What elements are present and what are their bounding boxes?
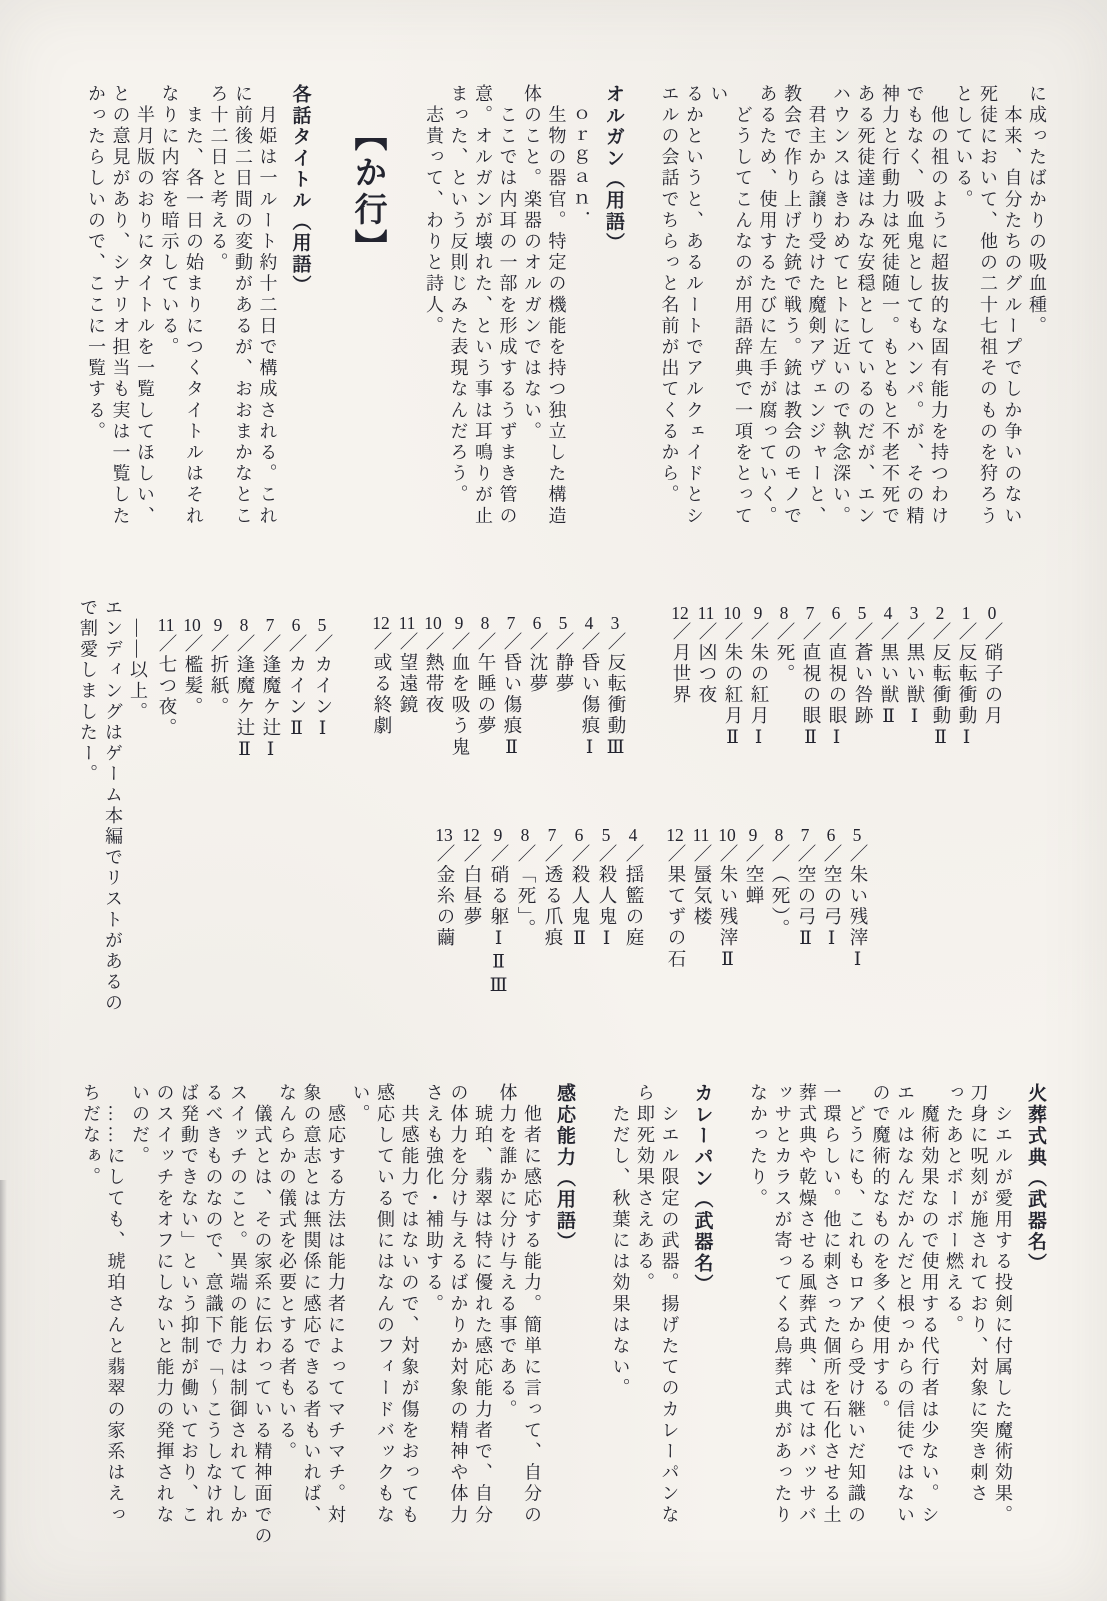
text-column: 志貴って、わりと詩人。 <box>424 84 444 338</box>
episode-day-number: 9 <box>213 616 223 634</box>
episode-item <box>771 604 797 854</box>
episode-item <box>693 604 719 854</box>
episode-day-number: 13 <box>435 826 453 844</box>
episode-day-number: 4 <box>584 614 594 632</box>
episode-day-number: 5 <box>601 826 611 844</box>
episode-item <box>565 826 592 1076</box>
episode-day-number: 6 <box>831 604 841 622</box>
text-column: 月姫は一ルート約十二日で構成される。これ <box>257 84 278 528</box>
episode-title: ／反転衝動Ⅱ <box>930 621 950 751</box>
entry-episode-titles <box>84 84 314 546</box>
episode-day-number: 10 <box>723 604 741 622</box>
entry-heading: 感応能力（用語） <box>554 1083 575 1253</box>
episode-day-number: 10 <box>424 614 442 632</box>
text-column: なりに内容を暗示している。 <box>159 84 180 359</box>
text-column: 半月版のおりにタイトルを一覧してほしい、 <box>135 84 155 528</box>
text-column: 感応する方法は能力者によってマチマチ。対 <box>326 1083 346 1527</box>
episode-title: ／死。 <box>774 621 794 685</box>
episode-item <box>457 826 484 1076</box>
text-column: 葬式典や乾燥させる風葬式典、はてはバッサバ <box>797 1083 817 1527</box>
episode-item <box>179 616 205 866</box>
episode-title: ／「死」。 <box>515 843 535 940</box>
episode-title: ／折紙。 <box>208 633 228 718</box>
episode-day-number: 4 <box>628 826 638 844</box>
ka-row-divider <box>344 84 392 546</box>
episode-item <box>484 826 511 1076</box>
episode-list-3 <box>153 616 335 866</box>
episode-list-4 <box>662 826 870 1076</box>
episode-item <box>511 826 538 1076</box>
episode-title: ／午睡の夢 <box>475 631 495 737</box>
episode-title: ／反転衝動Ⅲ <box>605 631 625 761</box>
entry-heading: オルガン（用語） <box>603 84 624 254</box>
episode-item <box>257 616 283 866</box>
episode-day-number: 5 <box>558 614 568 632</box>
entry-heading: 火葬式典（武器名） <box>1025 1083 1046 1274</box>
episode-title: ／昏い傷痕Ⅱ <box>501 631 521 761</box>
text-column: ろ十二日と考える。 <box>208 84 229 274</box>
episode-day-number: 9 <box>748 826 758 844</box>
text-column: との意見があり、シナリオ担当も実は一覧した <box>110 84 131 528</box>
text-column: い。 <box>350 1083 371 1126</box>
episode-day-number: 8 <box>774 826 784 844</box>
text-column: スイッチのこと。異端の能力は制御されてしか <box>228 1083 248 1527</box>
text-column: ――以上。 <box>128 598 148 723</box>
episode-list-1 <box>667 604 1005 854</box>
episode-day-number: 12 <box>372 614 390 632</box>
entry-heading: カレーパン（武器名） <box>691 1083 713 1295</box>
text-column: 象の意志とは無関係に感応できる者もいれば、 <box>301 1083 322 1527</box>
text-column: 他の祖のように超抜的な固有能力を持つわけ <box>929 84 949 528</box>
episode-item <box>953 604 979 854</box>
text-column: のスイッチをオフにしないと能力の発揮されな <box>154 1083 175 1527</box>
episode-day-number: 8 <box>520 826 530 844</box>
episode-title: ／逢魔ケ辻Ⅱ <box>234 633 254 763</box>
text-column: 刀身に呪刻が施されており、対象に突き刺さ <box>968 1083 989 1505</box>
episode-title: ／昏い傷痕Ⅰ <box>579 631 599 761</box>
episode-title: ／空蝉 <box>743 843 763 907</box>
episode-day-number: 9 <box>493 826 503 844</box>
text-column: ある死徒達はみな安穏としているのだが、エン <box>855 84 876 528</box>
episode-item <box>875 604 901 854</box>
text-column: また、各一日の始まりにつくタイトルはそれ <box>184 84 204 528</box>
entry-curry-bread <box>608 1083 716 1561</box>
text-column: 体のこと。楽器のオルガンではない。 <box>522 84 542 443</box>
episode-title: ／金糸の繭 <box>434 843 454 949</box>
episode-item <box>538 826 565 1076</box>
episode-day-number: 0 <box>987 604 997 622</box>
episode-item <box>818 826 844 1076</box>
episode-item <box>823 604 849 854</box>
episode-item <box>619 826 646 1076</box>
episode-day-number: 10 <box>183 616 201 634</box>
episode-item <box>849 604 875 854</box>
episode-title: ／朱い残滓Ⅰ <box>847 843 867 973</box>
text-column: 教会で作り上げた銃で戦う。銃は教会のモノで <box>782 84 802 528</box>
episode-day-number: 8 <box>239 616 249 634</box>
episode-title: ／空の弓Ⅱ <box>795 843 815 952</box>
text-column: ただし、秋葉には効果はない。 <box>610 1083 631 1400</box>
episode-day-number: 5 <box>317 616 327 634</box>
entry-continuation-enhance <box>657 84 1049 546</box>
episode-day-number: 7 <box>265 616 275 634</box>
text-column: るかというと、あるルートでアルクェイドとシ <box>684 84 704 528</box>
text-column: ……にしても、琥珀さんと翡翠の家系はえっ <box>105 1083 126 1527</box>
text-column: 君主から譲り受けた魔剣アヴェンジャーと、 <box>806 84 827 528</box>
text-column: なんらかの儀式を必要とする者もいる。 <box>277 1083 297 1463</box>
text-column: 生物の器官。特定の機能を持つ独立した構造 <box>546 84 567 528</box>
episode-item <box>901 604 927 854</box>
text-column: としている。 <box>953 84 974 211</box>
text-column: かったらしいので、ここに一覧する。 <box>86 84 106 443</box>
episode-title: ／カインⅡ <box>286 633 306 742</box>
episode-title: ／直視の眼Ⅰ <box>826 621 846 751</box>
episode-item <box>745 604 771 854</box>
text-column: なかったり。 <box>748 1083 768 1210</box>
episode-title: ／朱の紅月Ⅱ <box>722 621 742 751</box>
episode-item <box>662 826 688 1076</box>
text-column: の体力を分け与えるばかりか対象の精神や体力 <box>448 1083 469 1527</box>
episode-day-number: 7 <box>506 614 516 632</box>
episode-day-number: 12 <box>462 826 480 844</box>
episode-title: ／熱帯夜 <box>423 631 443 716</box>
episode-day-number: 11 <box>697 604 715 622</box>
text-column: ｏｒｇａｎ． <box>571 84 591 232</box>
text-column: でもなく、吸血鬼としてもハンパ。が、その精 <box>904 84 925 528</box>
episode-day-number: 1 <box>961 604 971 622</box>
episode-title: ／反転衝動Ⅰ <box>956 621 976 751</box>
episode-item <box>283 616 309 866</box>
text-column: に成ったばかりの吸血種。 <box>1027 84 1047 338</box>
text-column: エルの会話でちらっと名前が出てくるから。 <box>659 84 680 506</box>
text-column: 体力を誰かに分け与える事である。 <box>497 1083 518 1421</box>
text-column: で割愛しましたー。 <box>78 598 98 786</box>
text-column: 感応している側にはなんのフィードバックもな <box>375 1083 395 1527</box>
episode-title: ／蜃気楼 <box>691 843 711 928</box>
episode-day-number: 4 <box>883 604 893 622</box>
episode-item <box>153 616 179 866</box>
episode-title: ／朱い残滓Ⅱ <box>717 843 737 973</box>
text-column: 本来、自分たちのグループでしか争いのない <box>1002 84 1023 528</box>
top-text-block <box>84 84 1050 546</box>
episode-day-number: 6 <box>826 826 836 844</box>
episode-item <box>592 826 619 1076</box>
episode-item <box>309 616 335 866</box>
text-column: エルはなんだかんだと根っからの信徒ではない <box>895 1083 915 1527</box>
episode-day-number: 6 <box>532 614 542 632</box>
text-column: 神力と行動力は死徒随一。もともと不老不死で <box>880 84 900 528</box>
episode-day-number: 5 <box>852 826 862 844</box>
episode-title: ／檻髪。 <box>182 633 202 718</box>
episode-item <box>979 604 1005 854</box>
episode-list-5 <box>430 826 646 1076</box>
episode-day-number: 11 <box>398 614 416 632</box>
text-column: に前後二日間の変動があるが、おおまかなとこ <box>233 84 253 528</box>
text-column: ここでは内耳の一部を形成するうずまき管の <box>497 84 518 528</box>
episode-title: ／殺人鬼Ⅰ <box>596 843 616 952</box>
list-closing-note <box>75 598 150 1038</box>
episode-day-number: 12 <box>666 826 684 844</box>
episode-title: ／逢魔ケ辻Ⅰ <box>260 633 280 763</box>
episode-day-number: 10 <box>718 826 736 844</box>
text-column: さえも強化・補助する。 <box>424 1083 444 1316</box>
entry-organ <box>422 84 628 546</box>
episode-title: ／沈夢 <box>527 631 547 695</box>
episode-item <box>844 826 870 1076</box>
text-column: 一環らしい。他に刺さった個所を石化させる土 <box>821 1083 842 1527</box>
episode-item <box>792 826 818 1076</box>
episode-day-number: 8 <box>779 604 789 622</box>
episode-day-number: 12 <box>671 604 689 622</box>
text-column: ったあとボーボー燃える。 <box>944 1083 964 1337</box>
episode-day-number: 5 <box>857 604 867 622</box>
episode-day-number: 3 <box>909 604 919 622</box>
episode-title: ／果てずの石 <box>665 843 685 971</box>
entry-heading: 各話タイトル（用語） <box>289 84 311 296</box>
episode-title: ／血を吸う鬼 <box>449 631 469 759</box>
episode-day-number: 11 <box>157 616 175 634</box>
episode-item <box>719 604 745 854</box>
text-column: ハウンスはきわめてヒトに近いので執念深い。 <box>831 84 851 528</box>
text-column: ッサとカラスが寄ってくる鳥葬式典があったり <box>772 1083 793 1527</box>
bottom-text-block <box>79 1083 1050 1561</box>
episode-title: ／黒い獣Ⅰ <box>904 621 924 730</box>
episode-title: ／透る爪痕 <box>542 843 562 949</box>
episode-day-number: 9 <box>753 604 763 622</box>
episode-item <box>797 604 823 854</box>
text-column: ら即死効果さえある。 <box>635 1083 655 1294</box>
text-column: まった、という反則じみた表現なんだろう。 <box>448 84 469 506</box>
text-column: 死徒において、他の二十七祖そのものを狩ろう <box>978 84 998 528</box>
episode-item <box>430 826 457 1076</box>
entry-empathy-ability <box>79 1083 579 1561</box>
text-column: 儀式とは、その家系に伝わっている精神面での <box>252 1083 273 1548</box>
episode-title: ／或る終劇 <box>371 631 391 737</box>
episode-item <box>927 604 953 854</box>
episode-title: ／七つ夜。 <box>156 633 176 739</box>
text-column: 意。オルガンが壊れた、という事は耳鳴りが止 <box>473 84 493 528</box>
text-column: シエルが愛用する投剣に付属した魔術効果。 <box>993 1083 1013 1527</box>
text-column: あるため、使用するたびに左手が腐っていく。 <box>757 84 778 528</box>
episode-day-number: 7 <box>800 826 810 844</box>
episode-title: ／殺人鬼Ⅱ <box>569 843 589 952</box>
episode-title: ／直視の眼Ⅱ <box>800 621 820 751</box>
episode-title: ／月世界 <box>670 621 690 706</box>
text-column: ば発動できない」という抑制が働いており、こ <box>179 1083 199 1527</box>
episode-item <box>714 826 740 1076</box>
episode-day-number: 2 <box>935 604 945 622</box>
episode-item <box>368 614 394 864</box>
episode-item <box>766 826 792 1076</box>
episode-day-number: 8 <box>480 614 490 632</box>
text-column: いのだ。 <box>130 1083 150 1168</box>
episode-item <box>688 826 714 1076</box>
text-column: シエル限定の武器。揚げたてのカレーパンな <box>659 1083 680 1527</box>
kana-row-heading: 【か行】 <box>349 118 386 266</box>
episode-day-number: 7 <box>805 604 815 622</box>
episode-title: ／（死）。 <box>769 843 789 940</box>
episode-title: ／蒼い咎跡 <box>852 621 872 727</box>
text-column: ので魔術的なものを多く使用する。 <box>870 1083 891 1421</box>
text-column: 琥珀、翡翠は特に優れた感応能力者で、自分 <box>473 1083 493 1527</box>
episode-title: ／朱の紅月Ⅰ <box>748 621 768 751</box>
text-column: エンディングはゲーム本編でリストがあるの <box>103 598 123 1014</box>
text-column: 他者に感応する能力。簡単に言って、自分の <box>522 1083 542 1527</box>
episode-item <box>667 604 693 854</box>
episode-title: ／空の弓Ⅰ <box>821 843 841 952</box>
episode-item <box>740 826 766 1076</box>
text-column: 魔術効果なので使用する代行者は少ない。シ <box>919 1083 940 1527</box>
episode-day-number: 9 <box>454 614 464 632</box>
text-column: ちだなぁ。 <box>81 1083 101 1189</box>
episode-day-number: 3 <box>610 614 620 632</box>
episode-day-number: 6 <box>291 616 301 634</box>
episode-title: ／硝子の月 <box>982 621 1002 727</box>
episode-day-number: 6 <box>574 826 584 844</box>
text-column: どうしてこんなのが用語辞典で一項をとってい <box>708 84 753 528</box>
episode-day-number: 7 <box>547 826 557 844</box>
episode-day-number: 11 <box>692 826 710 844</box>
text-column: どうにも、これもロアから受け継いだ知識の <box>846 1083 866 1527</box>
text-column: 共感能力ではないので、対象が傷をおっても <box>399 1083 420 1527</box>
episode-title: ／白昼夢 <box>461 843 481 928</box>
episode-item <box>205 616 231 866</box>
entry-cremation-ceremony <box>746 1083 1050 1561</box>
episode-title: ／カインⅠ <box>312 633 332 742</box>
episode-title: ／望遠鏡 <box>397 631 417 716</box>
text-column: るべきものなので、意識下で「～こうしなけれ <box>203 1083 224 1527</box>
episode-title: ／揺籃の庭 <box>623 843 643 949</box>
episode-title: ／静夢 <box>553 631 573 695</box>
episode-title: ／硝る躯ⅠⅡⅢ <box>488 843 508 999</box>
episode-title: ／凶つ夜 <box>696 621 716 706</box>
episode-item <box>231 616 257 866</box>
episode-title: ／黒い獣Ⅱ <box>878 621 898 730</box>
episode-item <box>394 614 420 864</box>
